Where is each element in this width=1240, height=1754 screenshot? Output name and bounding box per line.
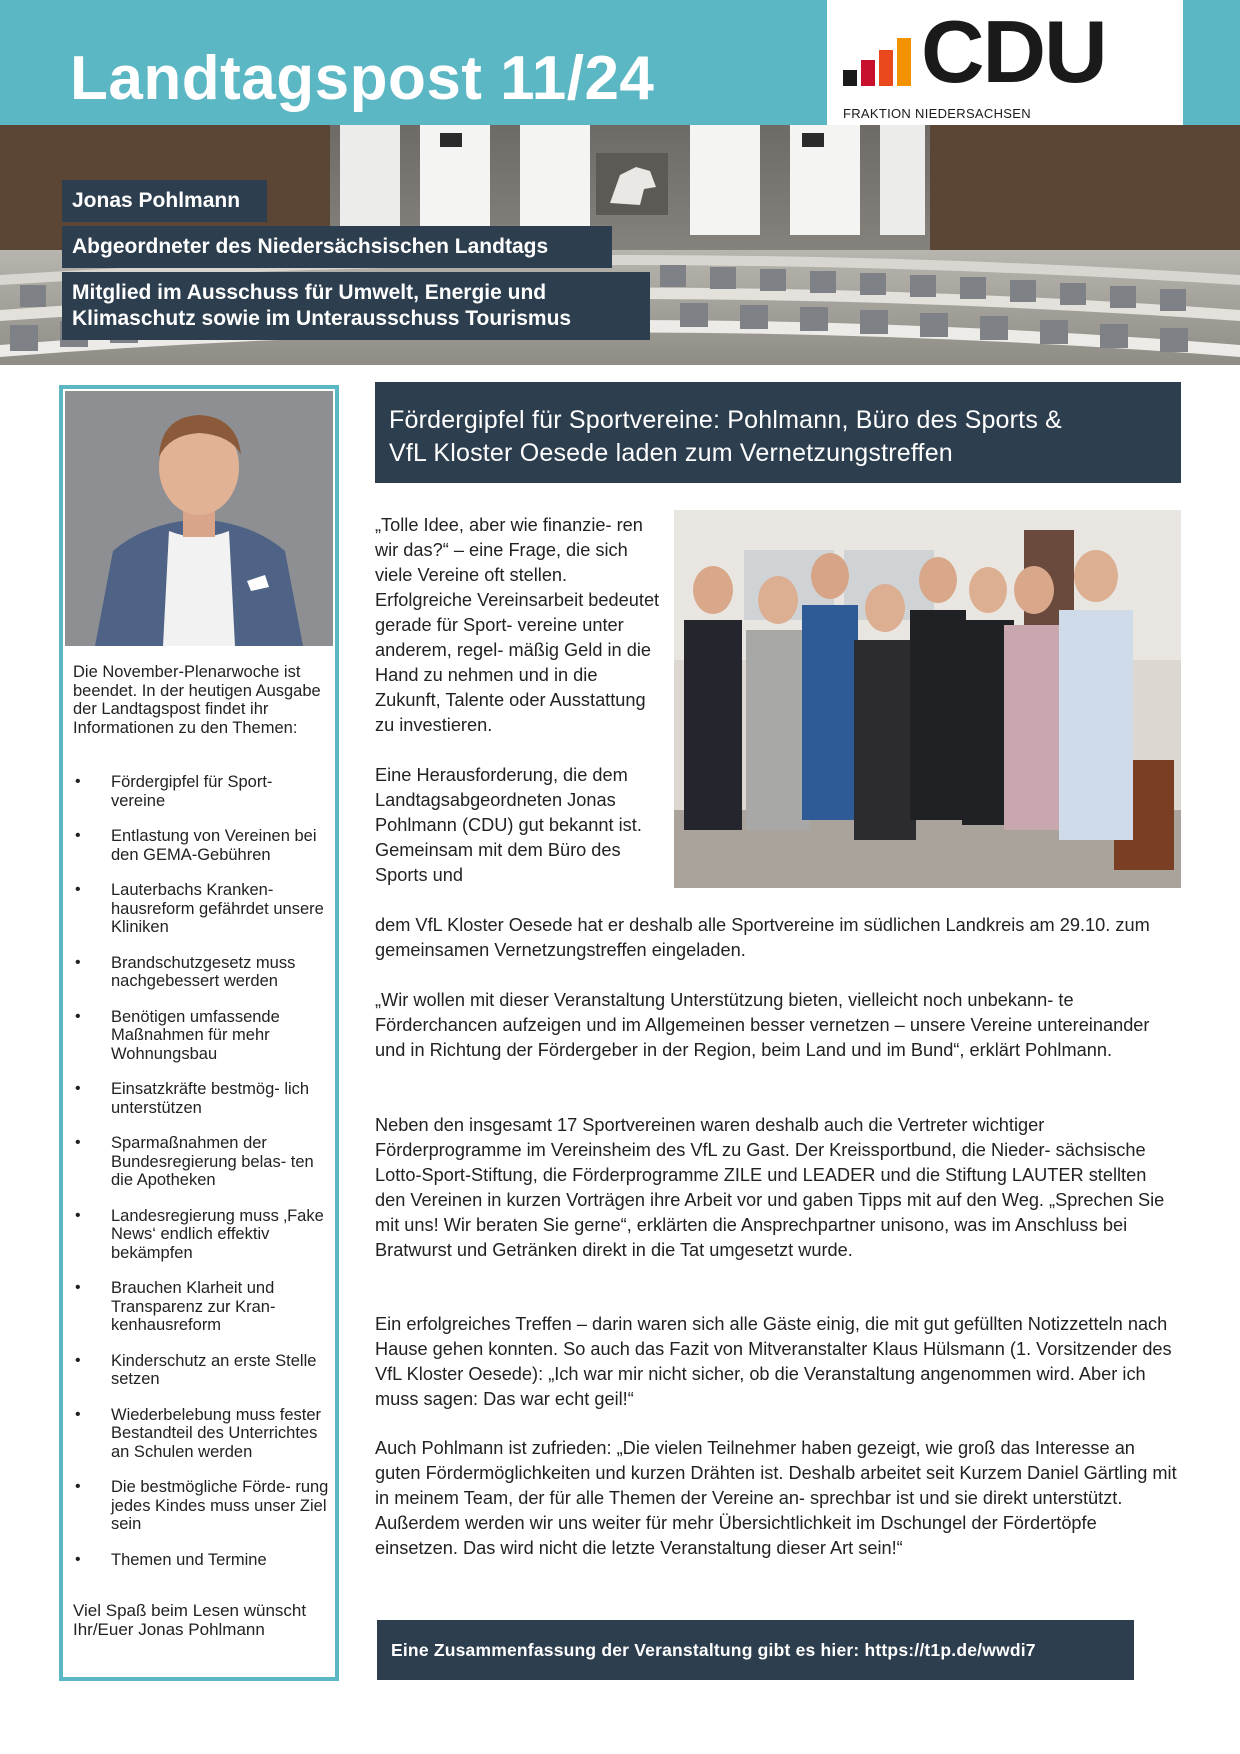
topic-list (73, 773, 329, 1586)
list-item: • Brauchen Klarheit und Transparenz zur Kran- kenhausreform (75, 1279, 276, 1334)
list-item: • Kinderschutz an erste Stelle setzen (75, 1351, 317, 1388)
article-paragraph-6: Auch Pohlmann ist zufrieden: „Die vielen Teilnehmer haben gezeigt, wie groß das Interesse an guten Fördermöglichkeiten und kurzen Drähten ist. Deshalb arbeitet seit Kurzem Daniel Gärtling mit in meinem Team, der für alle Themen der Vereine an- sprechbar ist und sie direkt unterstützt. Außerdem werden wir uns weiter für mehr Übersichtlichkeit im Dschungel der Fördertöpfe einsetzen. Das wird nicht die letzte Veranstaltung dieser Art sein!“ (375, 1438, 1177, 1558)
list-item: • Entlastung von Vereinen bei den GEMA-Gebühren (75, 827, 317, 864)
article-paragraph-3: „Wir wollen mit dieser Veranstaltung Unterstützung bieten, vielleicht noch unbekann- te Förderchancen aufzeigen und im Allgemeinen besser vernetzen – unsere Vereine untereinander und in Richtung der Fördergeber in der Region, beim Land und im Bund“, erklärt Pohlmann. (375, 990, 1150, 1060)
article-paragraph-1: „Tolle Idee, aber wie finanzie- ren wir das?“ – eine Frage, die sich viele Vereine oft stellen. Erfolgreiche Vereinsarbeit bedeutet gerade für Sport- vereine unter anderem, regel- mäßig Geld in die Hand zu nehmen und in die Zukunft, Talente oder Ausstattung zu investieren. Eine Herausforderung, die dem Landtagsabgeordneten Jonas Pohlmann (CDU) gut bekannt ist. Gemeinsam mit dem Büro des Sports und (375, 515, 660, 885)
logo-bars-icon (843, 36, 913, 86)
list-item: • Wiederbelebung muss fester Bestandteil des Unterrichtes an Schulen werden (75, 1405, 322, 1461)
list-item: • Die bestmögliche Förde- rung jedes Kindes muss unser Ziel sein (75, 1478, 329, 1533)
member-role: Abgeordneter des Niedersächsischen Landtags (62, 226, 612, 268)
sidebar-intro: Die November-Plenarwoche ist beendet. In der heutigen Ausgabe der Landtagspost findet ihr Informationen zu den Themen: (73, 663, 321, 737)
logo-subtitle: FRAKTION NIEDERSACHSEN (843, 106, 1031, 121)
list-item: • Landesregierung muss ‚Fake News‘ endlich effektiv bekämpfen (75, 1206, 324, 1262)
article-paragraph-2-continued: dem VfL Kloster Oesede hat er deshalb alle Sportvereine im südlichen Landkreis am 29.10. zum gemeinsamen Vernetzungstreffen eingeladen. (375, 915, 1150, 960)
headline-line-2: VfL Kloster Oesede laden zum Vernetzungstreffen (389, 439, 953, 467)
list-item: • Sparmaßnahmen der Bundesregierung belas- ten die Apotheken (75, 1134, 314, 1189)
summary-link-box[interactable]: Eine Zusammenfassung der Veranstaltung gibt es hier: https://t1p.de/wwdi7 (377, 1620, 1134, 1680)
member-committees (62, 272, 650, 340)
article-paragraph-5: Ein erfolgreiches Treffen – darin waren sich alle Gäste einig, die mit gut gefüllten Notizzetteln nach Hause gehen konnten. So auch das Fazit von Mitveranstalter Klaus Hülsmann (1. Vorsitzender des VfL Kloster Oesede): „Ich war mir nicht sicher, ob die Veranstaltung angenommen wird. Aber ich muss sagen: Das war echt geil!“ (375, 1314, 1172, 1409)
sidebar (59, 385, 339, 1681)
list-item: • Themen und Termine (75, 1550, 267, 1569)
list-item: • Lauterbachs Kranken- hausreform gefährdet unsere Kliniken (75, 881, 324, 936)
member-name: Jonas Pohlmann (62, 180, 267, 222)
sidebar-signoff (73, 1601, 329, 1639)
article-paragraph-4: Neben den insgesamt 17 Sportvereinen waren deshalb auch die Vertreter wichtiger Förderprogramme im Vereinsheim des VfL zu Gast. Der Kreissportbund, die Nieder- sächsische Lotto-Sport-Stiftung, die Förderprogramme ZILE und LEADER und die Stiftung LAUTER stellten den Vereinen in kurzen Vorträgen ihre Arbeit vor und gaben Tipps mit auf den Weg. „Sprechen Sie mit uns! Wir beraten Sie gerne“, erklärten die Ansprechpartner unisono, was im Anschluss bei Bratwurst und Getränken direkt in die Tat umgesetzt wurde. (375, 1115, 1165, 1260)
logo-wordmark: CDU (921, 2, 1106, 101)
signoff-line-1: Viel Spaß beim Lesen wünscht (73, 1601, 307, 1620)
portrait-photo (65, 391, 333, 646)
event-group-photo (674, 510, 1181, 888)
list-item: • Brandschutzgesetz muss nachgebessert werden (75, 953, 296, 990)
page-title: Landtagspost 11/24 (70, 44, 655, 113)
headline-line-1: Fördergipfel für Sportvereine: Pohlmann, Büro des Sports & (389, 406, 1063, 434)
member-committees-line-1: Mitglied im Ausschuss für Umwelt, Energie und (72, 281, 547, 304)
list-item: • Einsatzkräfte bestmög- lich unterstützen (75, 1080, 310, 1117)
cdu-logo (827, 0, 1183, 125)
member-committees-line-2: Klimaschutz sowie im Unterausschuss Tourismus (72, 307, 572, 330)
list-item: • Benötigen umfassende Maßnahmen für mehr Wohnungsbau (75, 1007, 280, 1063)
list-item: • Fördergipfel für Sport- vereine (75, 773, 273, 810)
signoff-line-2: Ihr/Euer Jonas Pohlmann (73, 1620, 265, 1639)
article-headline (375, 382, 1181, 483)
